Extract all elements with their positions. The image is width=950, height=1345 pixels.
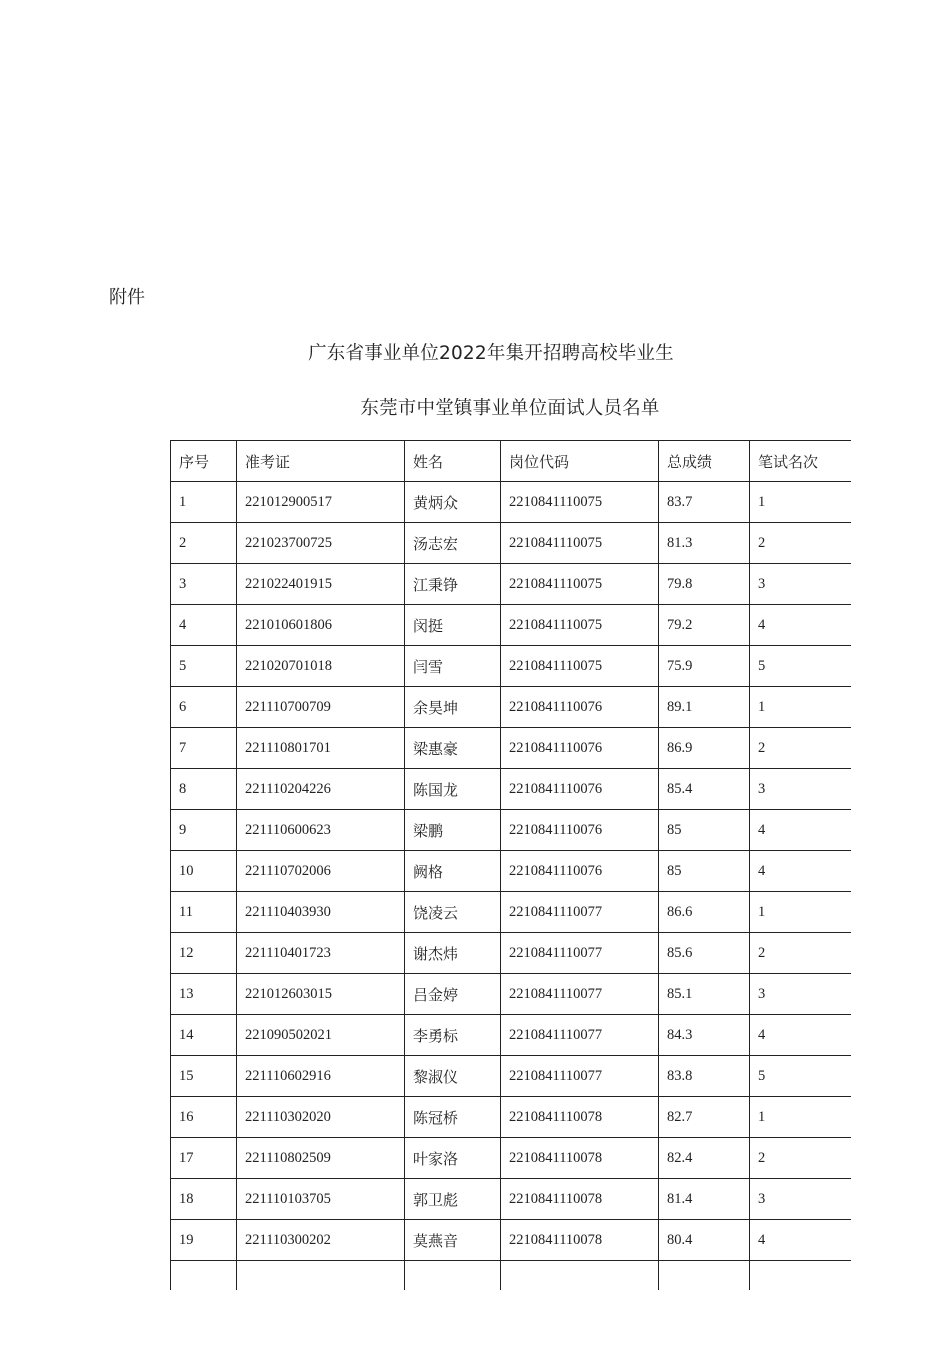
header-written-rank: 笔试名次: [750, 441, 852, 482]
cell-name: 闵挺: [405, 605, 501, 646]
cell-written-rank: 1: [750, 482, 852, 523]
cell-name: 陈冠桥: [405, 1097, 501, 1138]
cell-total-score: 89.1: [659, 687, 750, 728]
cell-seq: 8: [171, 769, 237, 810]
cell-seq: 15: [171, 1056, 237, 1097]
cell-post-code: 2210841110078: [501, 1138, 659, 1179]
cell-ticket: 221110103705: [237, 1179, 405, 1220]
cell-written-rank: 1: [750, 892, 852, 933]
cell-post-code: 2210841110078: [501, 1179, 659, 1220]
cell-ticket: 221023700725: [237, 523, 405, 564]
cell-post-code: 2210841110076: [501, 728, 659, 769]
cell-post-code: 2210841110075: [501, 564, 659, 605]
cell-name: 黎淑仪: [405, 1056, 501, 1097]
cell-post-code: 2210841110078: [501, 1220, 659, 1261]
cell-name: 余昊坤: [405, 687, 501, 728]
cell-seq: 3: [171, 564, 237, 605]
cell-seq: 18: [171, 1179, 237, 1220]
cell-total-score: 81.3: [659, 523, 750, 564]
table-row: [171, 1015, 852, 1056]
document-title-line1: 广东省事业单位2022年集开招聘高校毕业生: [308, 343, 674, 364]
cell-ticket: 221110700709: [237, 687, 405, 728]
cell-total-score: 83.7: [659, 482, 750, 523]
table-row: [171, 892, 852, 933]
cell-post-code: 2210841110075: [501, 605, 659, 646]
cell-total-score: 85.1: [659, 974, 750, 1015]
cell-total-score: 84.3: [659, 1015, 750, 1056]
cell-written-rank: 3: [750, 974, 852, 1015]
cell-written-rank: 5: [750, 646, 852, 687]
cell-ticket: 221110302020: [237, 1097, 405, 1138]
table-row: [171, 687, 852, 728]
cell-name: 饶凌云: [405, 892, 501, 933]
cell-written-rank: 1: [750, 687, 852, 728]
cell-total-score: 83.8: [659, 1056, 750, 1097]
cell-written-rank: 2: [750, 523, 852, 564]
table-row: [171, 1179, 852, 1220]
cell-seq: 4: [171, 605, 237, 646]
cell-total-score: 82.4: [659, 1138, 750, 1179]
empty-cell: [501, 1261, 659, 1291]
table-row: [171, 851, 852, 892]
cell-name: 阙格: [405, 851, 501, 892]
cell-post-code: 2210841110075: [501, 523, 659, 564]
cell-ticket: 221110300202: [237, 1220, 405, 1261]
empty-cell: [405, 1261, 501, 1291]
empty-cell: [659, 1261, 750, 1291]
cell-seq: 17: [171, 1138, 237, 1179]
cell-written-rank: 4: [750, 1015, 852, 1056]
cell-ticket: 221110401723: [237, 933, 405, 974]
cell-seq: 12: [171, 933, 237, 974]
cell-ticket: 221110801701: [237, 728, 405, 769]
table-row-partial: [171, 1261, 852, 1291]
cell-seq: 5: [171, 646, 237, 687]
cell-post-code: 2210841110077: [501, 892, 659, 933]
cell-seq: 16: [171, 1097, 237, 1138]
cell-written-rank: 1: [750, 1097, 852, 1138]
cell-ticket: 221110802509: [237, 1138, 405, 1179]
cell-name: 闫雪: [405, 646, 501, 687]
cell-name: 江秉铮: [405, 564, 501, 605]
table-row: [171, 482, 852, 523]
cell-name: 梁鹏: [405, 810, 501, 851]
cell-seq: 13: [171, 974, 237, 1015]
cell-post-code: 2210841110076: [501, 851, 659, 892]
cell-total-score: 85.4: [659, 769, 750, 810]
cell-ticket: 221022401915: [237, 564, 405, 605]
cell-total-score: 81.4: [659, 1179, 750, 1220]
cell-seq: 2: [171, 523, 237, 564]
cell-name: 李勇标: [405, 1015, 501, 1056]
cell-total-score: 82.7: [659, 1097, 750, 1138]
cell-seq: 6: [171, 687, 237, 728]
cell-written-rank: 2: [750, 1138, 852, 1179]
cell-post-code: 2210841110076: [501, 769, 659, 810]
cell-written-rank: 4: [750, 605, 852, 646]
cell-post-code: 2210841110075: [501, 646, 659, 687]
cell-post-code: 2210841110076: [501, 810, 659, 851]
header-total-score: 总成绩: [659, 441, 750, 482]
attachment-label: 附件: [109, 287, 145, 308]
cell-total-score: 86.9: [659, 728, 750, 769]
table-row: [171, 810, 852, 851]
cell-ticket: 221010601806: [237, 605, 405, 646]
document-title-line2: 东莞市中堂镇事业单位面试人员名单: [360, 398, 660, 419]
cell-name: 黄炳众: [405, 482, 501, 523]
table-row: [171, 974, 852, 1015]
cell-written-rank: 3: [750, 1179, 852, 1220]
table-row: [171, 523, 852, 564]
cell-ticket: 221110204226: [237, 769, 405, 810]
table-header-row: [171, 441, 852, 482]
cell-ticket: 221020701018: [237, 646, 405, 687]
cell-written-rank: 4: [750, 1220, 852, 1261]
cell-post-code: 2210841110077: [501, 1015, 659, 1056]
table-row: [171, 564, 852, 605]
table-row: [171, 1097, 852, 1138]
candidate-table-container: [170, 440, 851, 1290]
cell-written-rank: 3: [750, 564, 852, 605]
cell-post-code: 2210841110075: [501, 482, 659, 523]
cell-written-rank: 2: [750, 933, 852, 974]
table-row: [171, 933, 852, 974]
header-seq: 序号: [171, 441, 237, 482]
cell-name: 陈国龙: [405, 769, 501, 810]
cell-name: 叶家洛: [405, 1138, 501, 1179]
cell-written-rank: 4: [750, 851, 852, 892]
cell-seq: 9: [171, 810, 237, 851]
cell-seq: 14: [171, 1015, 237, 1056]
cell-post-code: 2210841110076: [501, 687, 659, 728]
cell-total-score: 85: [659, 810, 750, 851]
cell-post-code: 2210841110078: [501, 1097, 659, 1138]
cell-name: 汤志宏: [405, 523, 501, 564]
candidate-table: [170, 440, 851, 1290]
cell-name: 谢杰炜: [405, 933, 501, 974]
cell-ticket: 221012603015: [237, 974, 405, 1015]
header-ticket: 准考证: [237, 441, 405, 482]
cell-name: 吕金婷: [405, 974, 501, 1015]
header-post-code: 岗位代码: [501, 441, 659, 482]
cell-name: 郭卫彪: [405, 1179, 501, 1220]
cell-seq: 7: [171, 728, 237, 769]
cell-seq: 10: [171, 851, 237, 892]
table-row: [171, 769, 852, 810]
cell-total-score: 80.4: [659, 1220, 750, 1261]
cell-total-score: 85: [659, 851, 750, 892]
cell-seq: 19: [171, 1220, 237, 1261]
cell-written-rank: 3: [750, 769, 852, 810]
cell-ticket: 221110403930: [237, 892, 405, 933]
cell-ticket: 221012900517: [237, 482, 405, 523]
cell-name: 莫燕音: [405, 1220, 501, 1261]
cell-written-rank: 2: [750, 728, 852, 769]
table-row: [171, 1220, 852, 1261]
cell-name: 梁惠豪: [405, 728, 501, 769]
table-row: [171, 605, 852, 646]
cell-post-code: 2210841110077: [501, 933, 659, 974]
cell-ticket: 221090502021: [237, 1015, 405, 1056]
cell-seq: 1: [171, 482, 237, 523]
cell-ticket: 221110600623: [237, 810, 405, 851]
cell-seq: 11: [171, 892, 237, 933]
table-row: [171, 1138, 852, 1179]
cell-written-rank: 4: [750, 810, 852, 851]
table-row: [171, 728, 852, 769]
empty-cell: [750, 1261, 852, 1291]
empty-cell: [171, 1261, 237, 1291]
cell-written-rank: 5: [750, 1056, 852, 1097]
cell-post-code: 2210841110077: [501, 1056, 659, 1097]
cell-total-score: 75.9: [659, 646, 750, 687]
cell-post-code: 2210841110077: [501, 974, 659, 1015]
cell-total-score: 85.6: [659, 933, 750, 974]
header-name: 姓名: [405, 441, 501, 482]
cell-ticket: 221110602916: [237, 1056, 405, 1097]
cell-total-score: 79.2: [659, 605, 750, 646]
empty-cell: [237, 1261, 405, 1291]
cell-total-score: 86.6: [659, 892, 750, 933]
cell-total-score: 79.8: [659, 564, 750, 605]
table-row: [171, 1056, 852, 1097]
cell-ticket: 221110702006: [237, 851, 405, 892]
table-row: [171, 646, 852, 687]
